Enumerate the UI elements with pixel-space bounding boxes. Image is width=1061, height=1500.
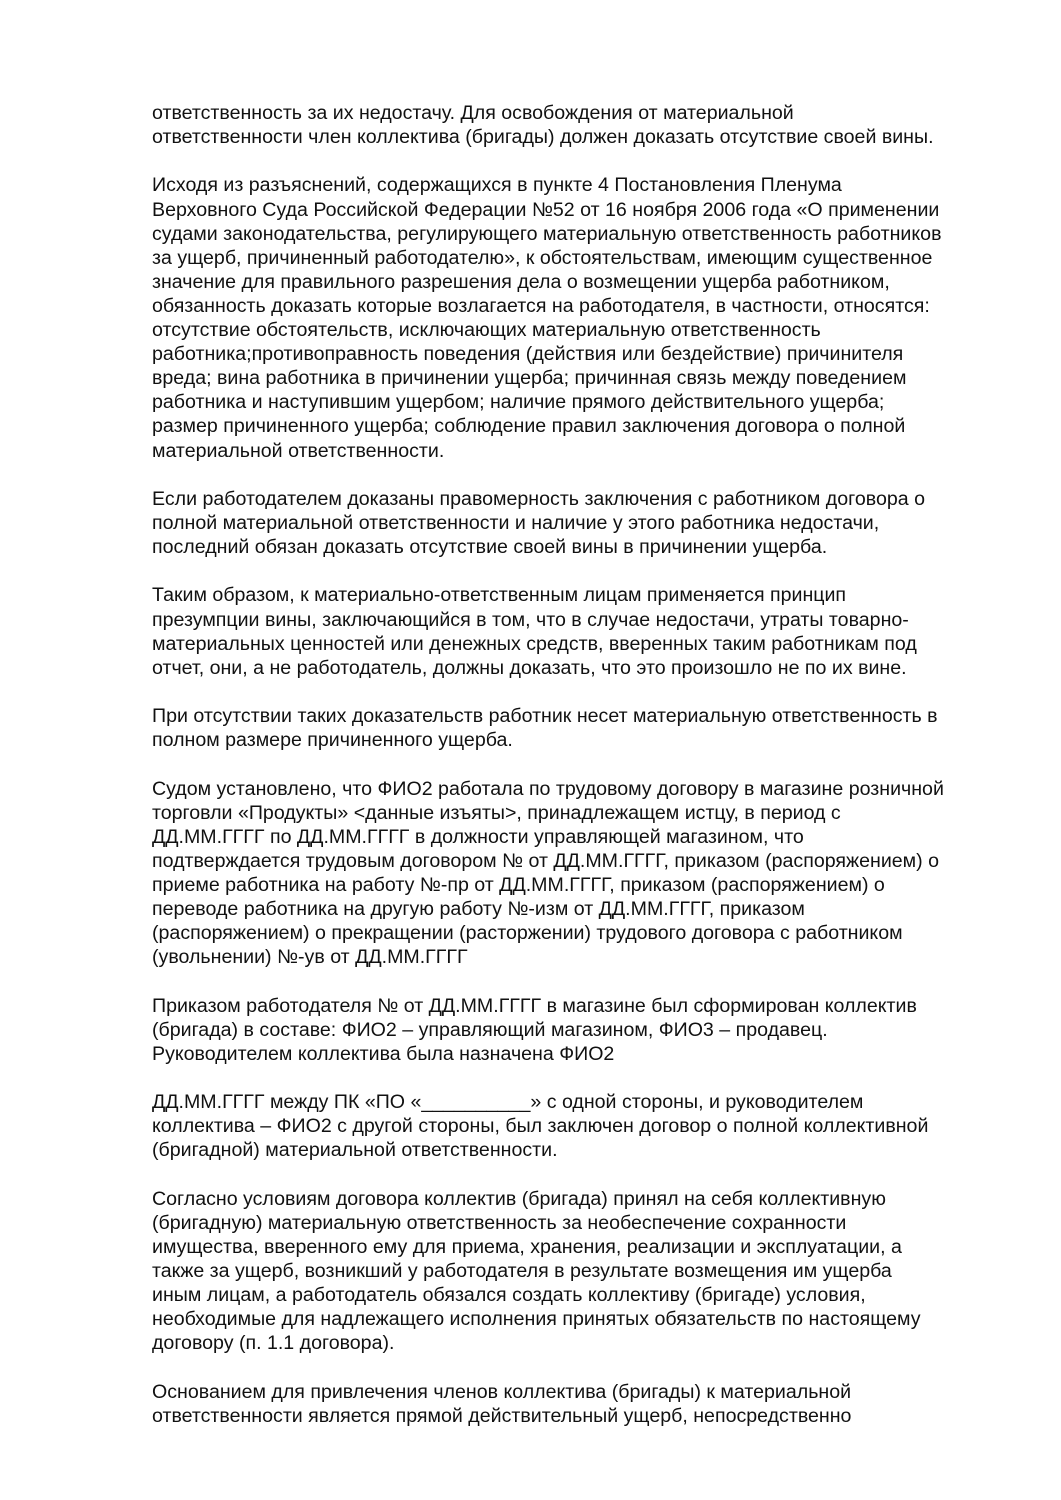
paragraph: ДД.ММ.ГГГГ между ПК «ПО «__________» с одной стороны, и руководителем коллектива – ФИО2 с другой стороны, был заключен договор о полной коллективной (бригадной) материальной ответственности.	[152, 1091, 929, 1162]
paragraph: Если работодателем доказаны правомерность заключения с работником договора о полной материальной ответственности и наличие у этого работника недостачи, последний обязан доказать отсутствие своей вины в причинении ущерба.	[152, 487, 925, 559]
paragraph: Исходя из разъяснений, содержащихся в пункте 4 Постановления Пленума Верховного Суда Российской Федерации №52 от 16 ноября 2006 года «О применении судами законодательства, регулирующего материальную ответственность работников за ущерб, причиненный работодателю», к обстоятельствам, имеющим существенное значение для правильного разрешения дела о возмещении ущерба работником, обязанность доказать которые возлагается на работодателя, в частности, относятся: отсутствие обстоятельств, исключающих материальную ответственность работника;противоправность поведения (действия или бездействие) причинителя вреда; вина работника в причинении ущерба; причинная связь между поведением работника и наступившим ущербом; наличие прямого действительного ущерба; размер причиненного ущерба; соблюдение правил заключения договора о полной материальной ответственности.	[152, 174, 942, 462]
paragraph: ответственность за их недостачу. Для освобождения от материальной ответственности член коллектива (бригады) должен доказать отсутствие своей вины.	[152, 102, 934, 149]
paragraph: Приказом работодателя № от ДД.ММ.ГГГГ в магазине был сформирован коллектив (бригада) в составе: ФИО2 – управляющий магазином, ФИО3 – продавец. Руководителем коллектива была назначена ФИО2	[152, 994, 917, 1065]
document-body	[152, 101, 1002, 1452]
paragraph: Судом установлено, что ФИО2 работала по трудовому договору в магазине розничной торговли «Продукты» <данные изъяты>, принадлежащем истцу, в период с ДД.ММ.ГГГГ по ДД.ММ.ГГГГ в должности управляющей магазином, что подтверждается трудовым договором № от ДД.ММ.ГГГГ, приказом (распоряжением) о приеме работника на работу №-пр от ДД.ММ.ГГГГ, приказом (распоряжением) о переводе работника на другую работу №-изм от ДД.ММ.ГГГГ, приказом (распоряжением) о прекращении (расторжении) трудового договора с работником (увольнении) №-ув от ДД.ММ.ГГГГ	[152, 777, 944, 969]
paragraph: Таким образом, к материально-ответственным лицам применяется принцип презумпции вины, заключающийся в том, что в случае недостачи, утраты товарно- материальных ценностей или денежных средств, вверенных таким работникам под отчет, они, а не работодатель, должны доказать, что это произошло не по их вине.	[152, 584, 917, 679]
paragraph: Согласно условиям договора коллектив (бригада) принял на себя коллективную (бригадную) материальную ответственность за необеспечение сохранности имущества, вверенного ему для приема, хранения, реализации и эксплуатации, а также за ущерб, возникший у работодателя в результате возмещения им ущерба иным лицам, а работодатель обязался создать коллективу (бригаде) условия, необходимые для надлежащего исполнения принятых обязательств по настоящему договору (п. 1.1 договора).	[152, 1187, 921, 1355]
paragraph: Основанием для привлечения членов коллектива (бригады) к материальной ответственности является прямой действительный ущерб, непосредственно	[152, 1380, 852, 1427]
paragraph: При отсутствии таких доказательств работник несет материальную ответственность в полном размере причиненного ущерба.	[152, 705, 938, 752]
